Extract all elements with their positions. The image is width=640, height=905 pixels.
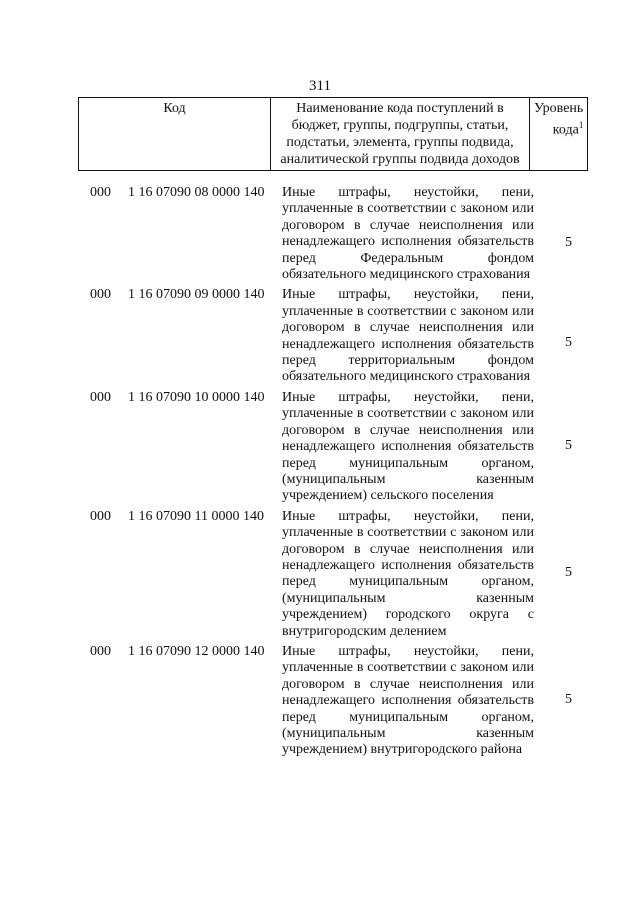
admin-code: 000 <box>90 508 111 524</box>
admin-code: 000 <box>90 643 111 659</box>
code-level: 5 <box>565 564 572 580</box>
income-description: Иные штрафы, неустойки, пени, уплаченные в соответствии с законом или договором в случае неисполнения или ненадлежащего исполнения обязательств перед Федеральным фондом обязательного медицинского страхования <box>282 185 534 283</box>
income-code: 1 16 07090 11 0000 140 <box>128 508 264 524</box>
admin-code: 000 <box>90 185 111 200</box>
table-row <box>0 185 640 283</box>
table-row <box>0 287 640 385</box>
income-code: 1 16 07090 08 0000 140 <box>128 185 265 200</box>
header-code: Код <box>79 98 271 171</box>
admin-code: 000 <box>90 389 111 405</box>
header-name: Наименование кода поступлений в бюджет, группы, подгруппы, статьи, подстатьи, элемента, группы подвида, аналитической группы подвида доходов <box>271 98 530 171</box>
income-description: Иные штрафы, неустойки, пени, уплаченные в соответствии с законом или договором в случае неисполнения или ненадлежащего исполнения обязательств перед муниципальным органом, (муниципальным казенным учреждением) сельского поселения <box>282 389 534 504</box>
income-code: 1 16 07090 09 0000 140 <box>128 287 265 303</box>
income-description: Иные штрафы, неустойки, пени, уплаченные в соответствии с законом или договором в случае неисполнения или ненадлежащего исполнения обязательств перед территориальным фондом обязательного медицинского страхования <box>282 287 534 385</box>
code-level: 5 <box>565 235 572 250</box>
header-level-footnote: 1 <box>578 120 584 130</box>
page-number: 311 <box>309 78 331 94</box>
income-description: Иные штрафы, неустойки, пени, уплаченные в соответствии с законом или договором в случае неисполнения или ненадлежащего исполнения обязательств перед муниципальным органом, (муниципальным казенным учреждением) внутригородского района <box>282 643 534 758</box>
table-row <box>0 644 640 759</box>
table-row <box>0 390 640 505</box>
admin-code: 000 <box>90 287 111 303</box>
income-description: Иные штрафы, неустойки, пени, уплаченные в соответствии с законом или договором в случае неисполнения или ненадлежащего исполнения обязательств перед муниципальным органом, (муниципальным казенным учреждением) городского округа с внутригородским делением <box>282 508 534 639</box>
table-row <box>0 509 640 640</box>
income-code: 1 16 07090 10 0000 140 <box>128 389 265 405</box>
income-code-list <box>0 185 640 763</box>
header-level <box>530 98 588 171</box>
table-header <box>78 97 588 171</box>
code-level: 5 <box>565 437 572 453</box>
code-level: 5 <box>565 335 572 351</box>
income-code: 1 16 07090 12 0000 140 <box>128 643 265 659</box>
header-level-label: Уровень кода <box>534 101 584 138</box>
code-level: 5 <box>565 691 572 707</box>
